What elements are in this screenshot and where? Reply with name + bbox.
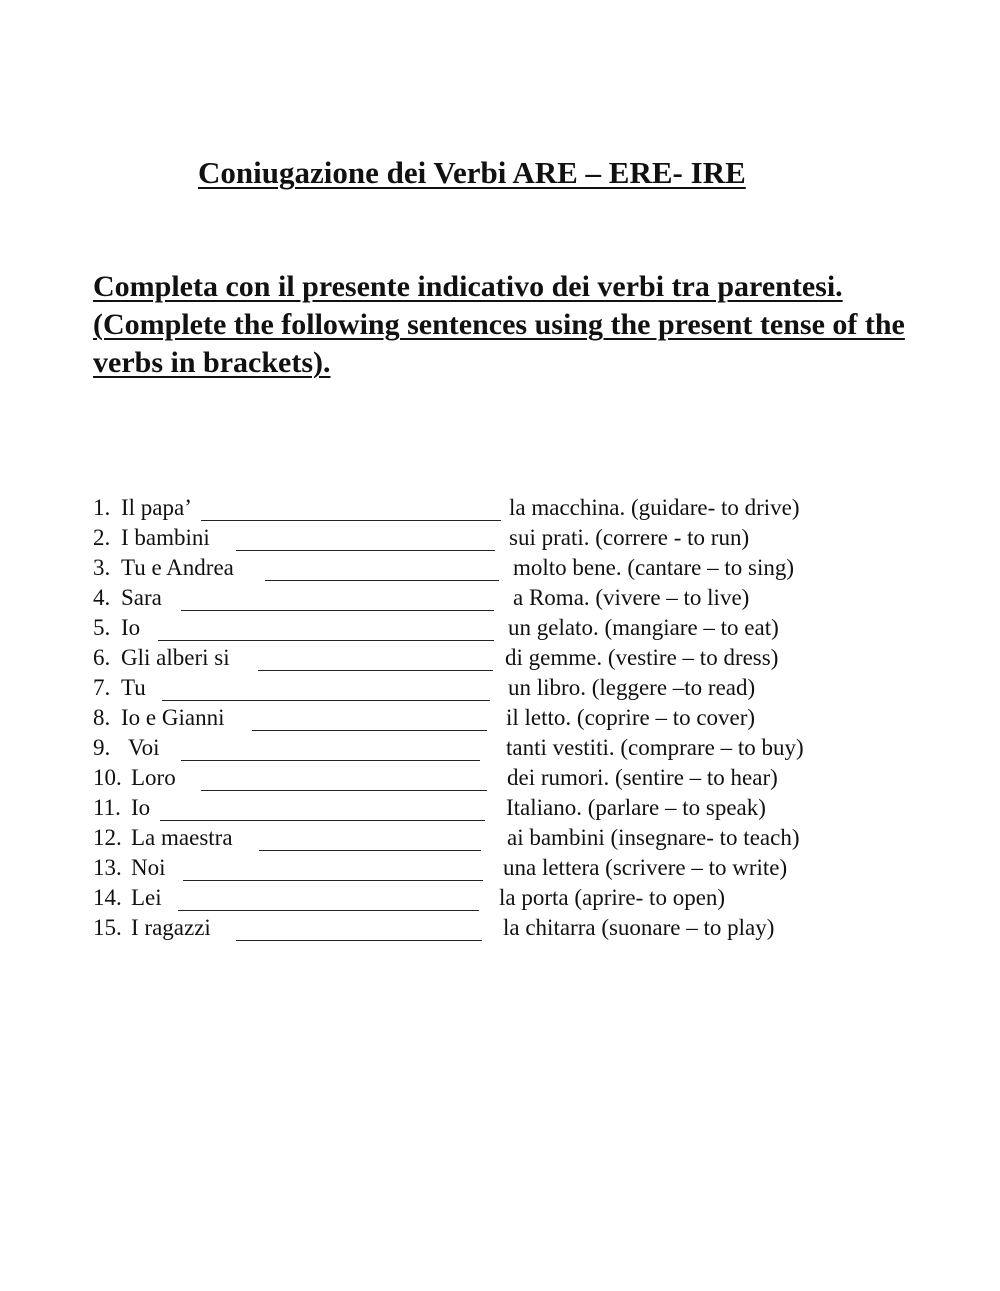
exercise-row	[93, 733, 993, 763]
item-subject: Sara	[121, 585, 162, 610]
item-number: 9.	[93, 735, 111, 760]
exercise-row	[93, 673, 993, 703]
item-prompt: dei rumori. (sentire – to hear)	[507, 765, 778, 790]
item-prompt: la chitarra (suonare – to play)	[503, 915, 775, 940]
item-subject: Lei	[131, 885, 162, 910]
item-number: 6.	[93, 645, 111, 670]
item-number: 13.	[93, 855, 122, 880]
exercise-row	[93, 823, 993, 853]
item-prompt: il letto. (coprire – to cover)	[506, 705, 756, 730]
item-number: 4.	[93, 585, 111, 610]
answer-blank-7[interactable]	[162, 673, 490, 701]
answer-blank-2[interactable]	[236, 523, 495, 551]
item-number: 7.	[93, 675, 111, 700]
answer-blank-4[interactable]	[181, 583, 494, 611]
item-subject: I bambini	[121, 525, 210, 550]
item-subject: Loro	[131, 765, 176, 790]
exercise-list	[93, 493, 993, 943]
item-number: 2.	[93, 525, 111, 550]
exercise-row	[93, 643, 993, 673]
answer-blank-13[interactable]	[183, 853, 483, 881]
exercise-row	[93, 793, 993, 823]
item-subject: Gli alberi si	[121, 645, 230, 670]
item-subject: Io	[131, 795, 151, 820]
item-number: 10.	[93, 765, 122, 790]
item-number: 8.	[93, 705, 111, 730]
answer-blank-12[interactable]	[259, 823, 481, 851]
item-prompt: ai bambini (insegnare- to teach)	[507, 825, 800, 850]
item-prompt: la porta (aprire- to open)	[499, 885, 726, 910]
answer-blank-1[interactable]	[201, 493, 501, 521]
answer-blank-11[interactable]	[160, 793, 485, 821]
answer-blank-14[interactable]	[178, 883, 479, 911]
item-subject: Noi	[131, 855, 166, 880]
answer-blank-6[interactable]	[258, 643, 493, 671]
item-prompt: di gemme. (vestire – to dress)	[505, 645, 779, 670]
instructions-line-3: verbs in brackets).	[93, 346, 331, 379]
worksheet-title: Coniugazione dei Verbi ARE – ERE- IRE	[198, 155, 746, 190]
answer-blank-8[interactable]	[252, 703, 487, 731]
item-subject: Tu e Andrea	[121, 555, 234, 580]
item-number: 14.	[93, 885, 122, 910]
item-number: 12.	[93, 825, 122, 850]
item-prompt: molto bene. (cantare – to sing)	[513, 555, 795, 580]
item-number: 5.	[93, 615, 111, 640]
item-subject: Il papa’	[121, 495, 192, 520]
item-subject: Io	[121, 615, 141, 640]
exercise-row	[93, 913, 993, 943]
item-number: 11.	[93, 795, 121, 820]
answer-blank-15[interactable]	[236, 913, 482, 941]
item-prompt: una lettera (scrivere – to write)	[503, 855, 788, 880]
exercise-row	[93, 613, 993, 643]
exercise-row	[93, 763, 993, 793]
answer-blank-10[interactable]	[201, 763, 487, 791]
answer-blank-9[interactable]	[181, 733, 480, 761]
instructions-line-1: Completa con il presente indicativo dei verbi tra parentesi.	[93, 270, 843, 303]
item-subject: La maestra	[131, 825, 233, 850]
item-number: 1.	[93, 495, 111, 520]
item-prompt: Italiano. (parlare – to speak)	[506, 795, 766, 820]
item-subject: Io e Gianni	[121, 705, 225, 730]
exercise-row	[93, 523, 993, 553]
exercise-row	[93, 583, 993, 613]
item-prompt: a Roma. (vivere – to live)	[513, 585, 750, 610]
item-subject: Tu	[121, 675, 146, 700]
item-prompt: sui prati. (correre - to run)	[509, 525, 750, 550]
answer-blank-5[interactable]	[158, 613, 494, 641]
item-number: 15.	[93, 915, 122, 940]
item-subject: I ragazzi	[131, 915, 211, 940]
item-number: 3.	[93, 555, 111, 580]
item-prompt: tanti vestiti. (comprare – to buy)	[506, 735, 804, 760]
item-prompt: un gelato. (mangiare – to eat)	[508, 615, 779, 640]
item-prompt: un libro. (leggere –to read)	[508, 675, 756, 700]
instructions-line-2: (Complete the following sentences using the present tense of the	[93, 308, 905, 341]
exercise-row	[93, 493, 993, 523]
item-subject: Voi	[128, 735, 160, 760]
item-prompt: la macchina. (guidare- to drive)	[509, 495, 800, 520]
instructions	[93, 268, 993, 382]
exercise-row	[93, 883, 993, 913]
exercise-row	[93, 853, 993, 883]
exercise-row	[93, 703, 993, 733]
answer-blank-3[interactable]	[265, 553, 499, 581]
exercise-row	[93, 553, 993, 583]
